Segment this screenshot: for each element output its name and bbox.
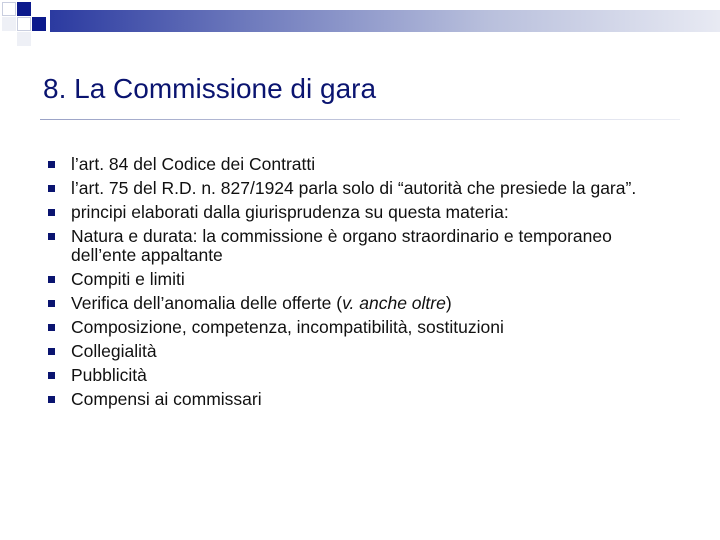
slide-title: 8. La Commissione di gara (43, 73, 377, 104)
header-gradient-bar (50, 10, 720, 32)
bullet-item (48, 390, 648, 409)
bullet-item (48, 366, 648, 385)
square-bullet-icon (48, 161, 55, 168)
decorative-square (17, 17, 31, 31)
decorative-square (17, 32, 31, 46)
square-bullet-icon (48, 185, 55, 192)
square-bullet-icon (48, 233, 55, 240)
bullet-item (48, 270, 648, 289)
square-bullet-icon (48, 300, 55, 307)
bullet-text: ) (445, 293, 452, 313)
bullet-item (48, 155, 648, 174)
bullet-text: v. anche oltre (342, 293, 446, 313)
bullet-text: l’art. 75 del R.D. n. 827/1924 parla solo di “autorità che presiede la gara”. (71, 178, 637, 198)
bullet-text: Pubblicità (71, 365, 147, 385)
bullet-item (48, 227, 648, 265)
bullet-text: Composizione, competenza, incompatibilità, sostituzioni (71, 317, 504, 337)
decorative-square (17, 2, 31, 16)
decorative-square (2, 17, 16, 31)
bullet-item (48, 294, 648, 313)
square-bullet-icon (48, 348, 55, 355)
title-divider (40, 119, 680, 120)
bullet-item (48, 318, 648, 337)
bullet-text: l’art. 84 del Codice dei Contratti (71, 154, 316, 174)
decorative-square (32, 17, 46, 31)
bullet-item (48, 203, 648, 222)
bullet-item (48, 342, 648, 361)
bullet-list (48, 155, 648, 414)
square-bullet-icon (48, 372, 55, 379)
bullet-text: Compensi ai commissari (71, 389, 262, 409)
bullet-text: Collegialità (71, 341, 157, 361)
bullet-text: Natura e durata: la commissione è organo straordinario e temporaneo dell’ente appaltante (71, 226, 612, 265)
bullet-text: Verifica dell’anomalia delle offerte ( (71, 293, 343, 313)
square-bullet-icon (48, 324, 55, 331)
square-bullet-icon (48, 276, 55, 283)
decorative-square (2, 2, 16, 16)
bullet-item (48, 179, 648, 198)
square-bullet-icon (48, 396, 55, 403)
bullet-text: Compiti e limiti (71, 269, 185, 289)
square-bullet-icon (48, 209, 55, 216)
bullet-text: principi elaborati dalla giurisprudenza su questa materia: (71, 202, 509, 222)
